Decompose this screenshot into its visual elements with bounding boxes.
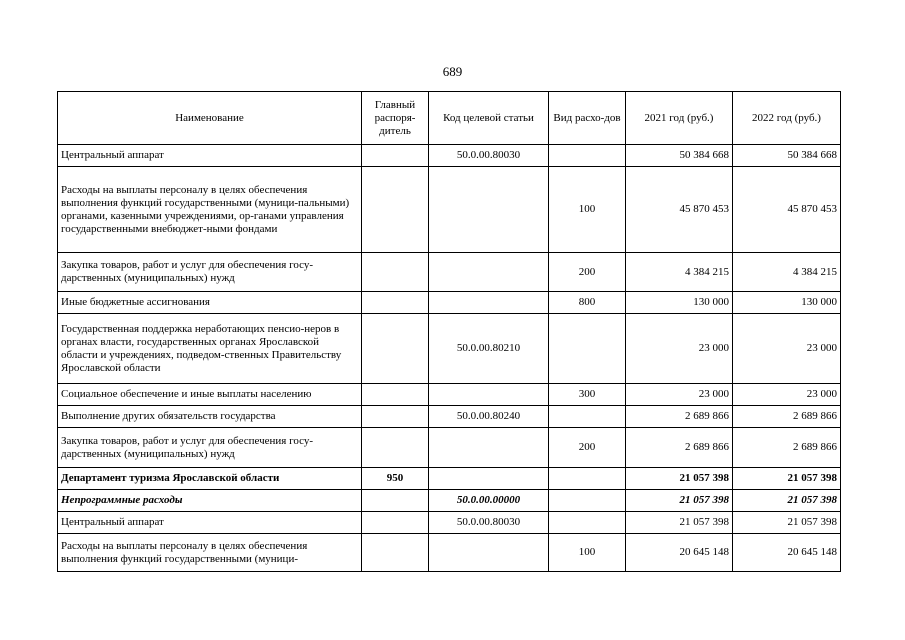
budget-table	[57, 91, 841, 572]
row-type: 200	[549, 253, 626, 292]
row-name: Социальное обеспечение и иные выплаты населению	[58, 384, 362, 406]
row-2021: 2 689 866	[626, 428, 733, 468]
row-code: 50.0.00.80240	[429, 406, 549, 428]
row-name: Закупка товаров, работ и услуг для обеспечения госу-дарственных (муниципальных) нужд	[58, 428, 362, 468]
table-header-row	[58, 92, 841, 145]
header-type: Вид расхо-дов	[549, 92, 626, 145]
table-row	[58, 384, 841, 406]
row-type: 300	[549, 384, 626, 406]
row-2022: 21 057 398	[733, 512, 841, 534]
table-row	[58, 314, 841, 384]
header-2022: 2022 год (руб.)	[733, 92, 841, 145]
row-type	[549, 490, 626, 512]
row-type: 800	[549, 292, 626, 314]
row-code	[429, 428, 549, 468]
row-name: Непрограммные расходы	[58, 490, 362, 512]
row-code: 50.0.00.80030	[429, 145, 549, 167]
header-admin: Главный распоря-дитель	[362, 92, 429, 145]
row-type: 100	[549, 167, 626, 253]
header-2021: 2021 год (руб.)	[626, 92, 733, 145]
row-name: Иные бюджетные ассигнования	[58, 292, 362, 314]
row-2021: 23 000	[626, 314, 733, 384]
row-2021: 23 000	[626, 384, 733, 406]
row-admin	[362, 384, 429, 406]
row-2021: 45 870 453	[626, 167, 733, 253]
row-type: 200	[549, 428, 626, 468]
row-2021: 21 057 398	[626, 468, 733, 490]
table-row	[58, 145, 841, 167]
row-2022: 130 000	[733, 292, 841, 314]
row-2021: 130 000	[626, 292, 733, 314]
row-2021: 21 057 398	[626, 512, 733, 534]
row-2022: 23 000	[733, 314, 841, 384]
table-row	[58, 292, 841, 314]
row-name: Государственная поддержка неработающих пенсио-неров в органах власти, государственных органах Ярославской области и учреждениях, подведом-ственных Правительству Ярославской области	[58, 314, 362, 384]
row-admin	[362, 406, 429, 428]
row-code: 50.0.00.80030	[429, 512, 549, 534]
row-2022: 2 689 866	[733, 406, 841, 428]
row-2022: 23 000	[733, 384, 841, 406]
row-2022: 21 057 398	[733, 490, 841, 512]
row-admin	[362, 253, 429, 292]
row-type: 100	[549, 534, 626, 572]
row-admin	[362, 534, 429, 572]
page-number: 689	[442, 64, 463, 79]
row-name: Центральный аппарат	[58, 145, 362, 167]
row-admin	[362, 145, 429, 167]
header-name: Наименование	[58, 92, 362, 145]
table-row	[58, 490, 841, 512]
row-admin	[362, 490, 429, 512]
row-type	[549, 512, 626, 534]
row-code	[429, 468, 549, 490]
row-admin	[362, 314, 429, 384]
table-row	[58, 512, 841, 534]
row-admin	[362, 292, 429, 314]
row-admin	[362, 512, 429, 534]
row-2022: 21 057 398	[733, 468, 841, 490]
row-name: Закупка товаров, работ и услуг для обеспечения госу-дарственных (муниципальных) нужд	[58, 253, 362, 292]
row-type	[549, 406, 626, 428]
row-code	[429, 292, 549, 314]
table-row	[58, 534, 841, 572]
row-name: Расходы на выплаты персоналу в целях обеспечения выполнения функций государственными (муници-пальными) органами, казенными учреждениями, ор-ганами управления государственными внебюджет-ными фондами	[58, 167, 362, 253]
row-code	[429, 534, 549, 572]
table-row	[58, 468, 841, 490]
row-2022: 45 870 453	[733, 167, 841, 253]
row-type	[549, 468, 626, 490]
row-2022: 4 384 215	[733, 253, 841, 292]
row-2022: 50 384 668	[733, 145, 841, 167]
row-code	[429, 253, 549, 292]
table-row	[58, 253, 841, 292]
row-name: Выполнение других обязательств государства	[58, 406, 362, 428]
table-row	[58, 406, 841, 428]
row-2021: 20 645 148	[626, 534, 733, 572]
row-code	[429, 167, 549, 253]
row-admin: 950	[362, 468, 429, 490]
row-type	[549, 314, 626, 384]
row-2022: 2 689 866	[733, 428, 841, 468]
row-2021: 4 384 215	[626, 253, 733, 292]
row-admin	[362, 167, 429, 253]
row-code	[429, 384, 549, 406]
table-row	[58, 167, 841, 253]
row-type	[549, 145, 626, 167]
row-admin	[362, 428, 429, 468]
row-code: 50.0.00.80210	[429, 314, 549, 384]
row-name: Расходы на выплаты персоналу в целях обеспечения выполнения функций государственными (муници-	[58, 534, 362, 572]
header-code: Код целевой статьи	[429, 92, 549, 145]
table-row	[58, 428, 841, 468]
row-name: Центральный аппарат	[58, 512, 362, 534]
row-2021: 2 689 866	[626, 406, 733, 428]
row-2022: 20 645 148	[733, 534, 841, 572]
row-name: Департамент туризма Ярославской области	[58, 468, 362, 490]
row-code: 50.0.00.00000	[429, 490, 549, 512]
row-2021: 21 057 398	[626, 490, 733, 512]
row-2021: 50 384 668	[626, 145, 733, 167]
